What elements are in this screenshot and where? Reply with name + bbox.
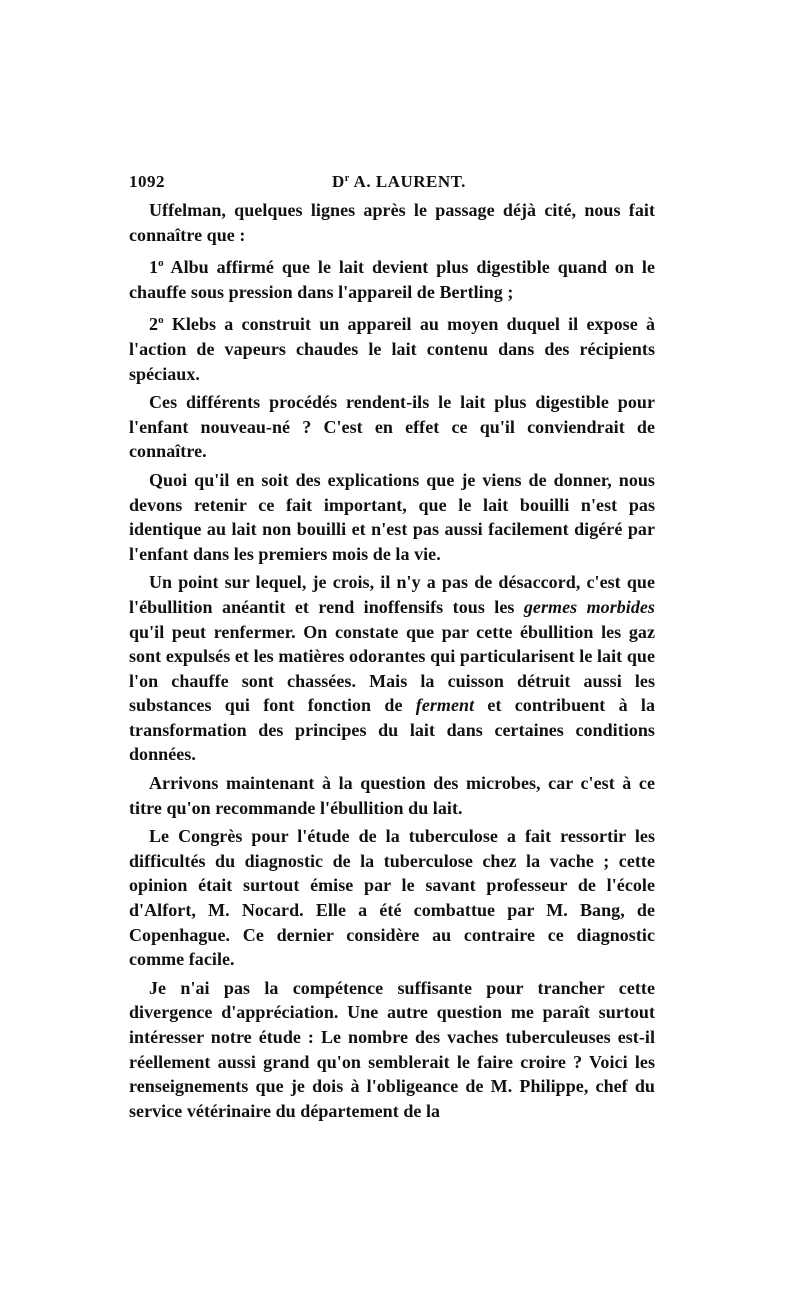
author-prefix: D — [332, 172, 345, 191]
paragraph-3 — [129, 308, 655, 386]
paragraph-5: Quoi qu'il en soit des explications que je viens de donner, nous devons retenir ce fait important, que le lait bouilli n'est pas identique au lait non bouilli et n'est pas aussi facilement digéré par l'enfant dans les premiers mois de la vie. — [129, 469, 655, 564]
paragraph-6-part-c: et contribuent à la transformation des principes du lait dans certaines conditions données. — [129, 695, 656, 765]
body-text — [129, 198, 655, 1123]
item-number-1: 1 — [149, 257, 159, 278]
paragraph-6-part-a: Un point sur lequel, je crois, il n'y a pas de désaccord, c'est que l'ébullition anéantit et rend inoffensifs tous les — [129, 572, 655, 617]
author-prefix-sup: r — [344, 173, 350, 184]
item-number-2: 2 — [149, 314, 159, 335]
paragraph-6-part-b: qu'il peut renfermer. On constate que par cette ébullition les gaz sont expulsés et les matières odorantes qui particularisent le lait que l'on chauffe sont chassées. Mais la cuisson détruit aussi les substances qui font fonction de — [129, 621, 655, 716]
paragraph-6-italic-ferment: ferment — [415, 695, 475, 716]
paragraph-3-text: Klebs a construit un appareil au moyen duquel il expose à l'action de vapeurs chaudes le lait contenu dans des récipients spéciaux. — [129, 314, 655, 384]
paragraph-9: Je n'ai pas la compétence suffisante pour trancher cette divergence d'appréciation. Une autre question me paraît surtout intéresser notre étude : Le nombre des vaches tuberculeuses est-il réellement aussi grand qu'on semblerait le faire croire ? Voici les renseignements que je dois à l'obligeance de M. Philippe, chef du service vétérinaire du département de la — [129, 977, 655, 1121]
page-number: 1092 — [129, 172, 165, 191]
paragraph-7: Arrivons maintenant à la question des microbes, car c'est à ce titre qu'on recommande l'ébullition du lait. — [129, 773, 655, 818]
paragraph-6 — [129, 570, 655, 767]
paragraph-2 — [129, 251, 655, 304]
item-number-2-sup: o — [158, 314, 164, 327]
paragraph-1: Uffelman, quelques lignes après le passage déjà cité, nous fait connaître que : — [129, 200, 655, 245]
item-number-1-sup: o — [158, 257, 164, 270]
page-header — [129, 172, 655, 198]
running-head-author — [332, 172, 466, 192]
paragraph-6-italic-germes: germes morbides — [523, 596, 655, 617]
book-page — [129, 172, 655, 1127]
paragraph-2-text: Albu affirmé que le lait devient plus digestible quand on le chauffe sous pression dans l'appareil de Bertling ; — [129, 257, 655, 302]
paragraph-8: Le Congrès pour l'étude de la tuberculose a fait ressortir les difficultés du diagnostic de la tuberculose chez la vache ; cette opinion était surtout émise par le savant professeur de l'école d'Alfort, M. Nocard. Elle a été combattue par M. Bang, de Copenhague. Ce dernier considère au contraire ce diagnostic comme facile. — [129, 826, 655, 970]
author-name: A. LAURENT. — [353, 172, 466, 191]
paragraph-4: Ces différents procédés rendent-ils le lait plus digestible pour l'enfant nouveau-né ? C'est en effet ce qu'il conviendrait de connaître. — [129, 392, 655, 462]
